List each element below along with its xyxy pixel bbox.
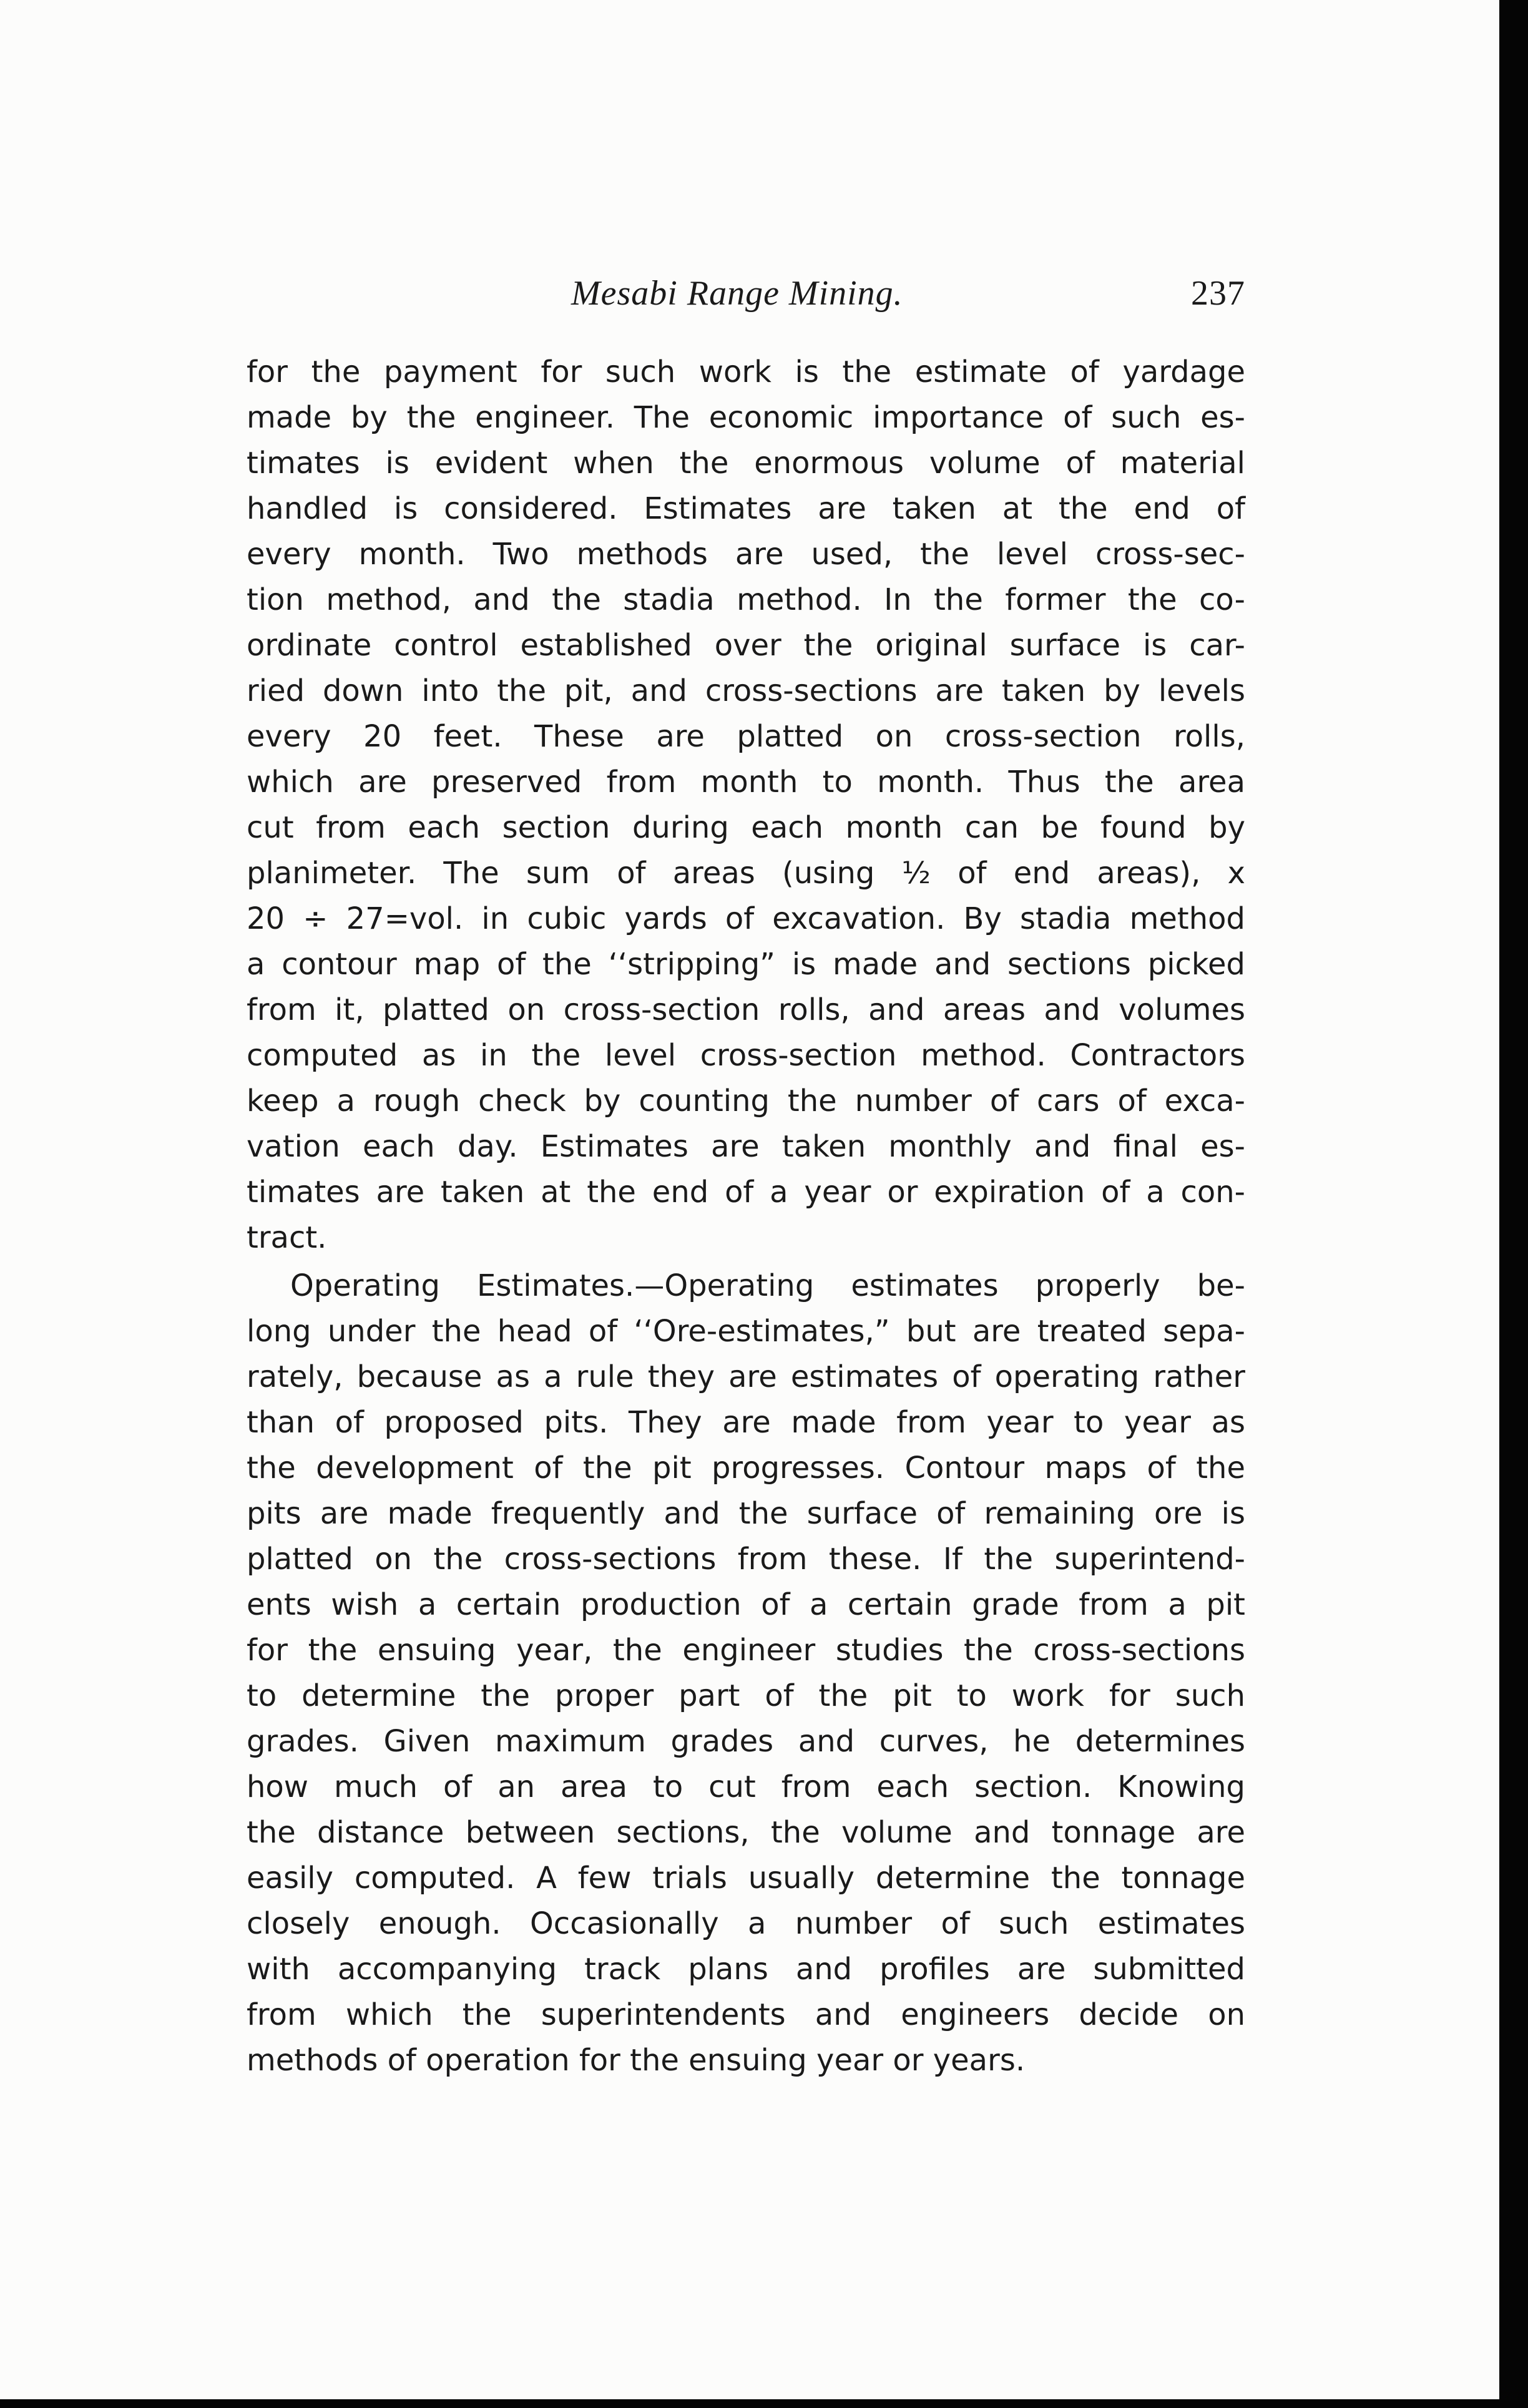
text-line: tion method, and the stadia method. In the former the co-: [247, 582, 1245, 617]
text-line: pits are made frequently and the surface of remaining ore is: [247, 1496, 1245, 1531]
text-line: to determine the proper part of the pit to work for such: [247, 1678, 1245, 1713]
text-line: the development of the pit progresses. Contour maps of the: [247, 1451, 1245, 1485]
text-line: keep a rough check by counting the number of cars of exca-: [247, 1084, 1245, 1118]
text-line: ried down into the pit, and cross-sections are taken by levels: [247, 673, 1245, 708]
text-line: cut from each section during each month can be found by: [247, 810, 1245, 845]
text-line: vation each day. Estimates are taken monthly and final es-: [247, 1129, 1245, 1164]
text-line: for the ensuing year, the engineer studies the cross-sections: [247, 1633, 1245, 1668]
text-line: than of proposed pits. They are made from year to year as: [247, 1405, 1245, 1440]
page-number: 237: [1191, 274, 1245, 313]
text-line: rately, because as a rule they are estimates of operating rather: [247, 1359, 1245, 1394]
text-line: made by the engineer. The economic importance of such es-: [247, 400, 1245, 435]
scan-border-bottom: [0, 2399, 1528, 2408]
text-line: platted on the cross-sections from these. If the superintend-: [247, 1542, 1245, 1577]
text-line: handled is considered. Estimates are taken at the end of: [247, 491, 1245, 526]
scan-border-right: [1499, 0, 1528, 2408]
text-line: from which the superintendents and engineers decide on: [247, 1997, 1245, 2032]
text-line: every 20 feet. These are platted on cross-section rolls,: [247, 719, 1245, 754]
text-line: which are preserved from month to month. Thus the area: [247, 765, 1245, 800]
text-line: computed as in the level cross-section method. Contractors: [247, 1038, 1245, 1073]
text-line: timates is evident when the enormous volume of material: [247, 446, 1245, 481]
paragraph-2: [247, 1263, 1245, 2083]
text-line: with accompanying track plans and profiles are submitted: [247, 1952, 1245, 1987]
text-line: methods of operation for the ensuing year or years.: [247, 2043, 1026, 2078]
running-title: Mesabi Range Mining.: [571, 274, 903, 313]
text-line: long under the head of ‘‘Ore-estimates,” but are treated sepa-: [247, 1314, 1245, 1349]
paragraph-1: [247, 350, 1245, 1261]
text-line: ordinate control established over the original surface is car-: [247, 628, 1245, 663]
text-line: Operating Estimates.—Operating estimates properly be-: [290, 1268, 1245, 1303]
text-line: from it, platted on cross-section rolls, and areas and volumes: [247, 992, 1245, 1027]
text-line: how much of an area to cut from each section. Knowing: [247, 1769, 1245, 1804]
text-line: tract.: [247, 1220, 327, 1255]
text-line: a contour map of the ‘‘stripping” is made and sections picked: [247, 947, 1245, 982]
text-line: closely enough. Occasionally a number of such estimates: [247, 1906, 1245, 1941]
text-line: for the payment for such work is the estimate of yardage: [247, 355, 1245, 389]
text-line: 20 ÷ 27=vol. in cubic yards of excavation. By stadia method: [247, 901, 1245, 936]
body-text: [247, 350, 1245, 2083]
text-line: every month. Two methods are used, the level cross-sec-: [247, 537, 1245, 572]
running-head: [247, 273, 1245, 330]
text-line: grades. Given maximum grades and curves, he determines: [247, 1724, 1245, 1759]
text-line: easily computed. A few trials usually determine the tonnage: [247, 1861, 1245, 1896]
text-line: timates are taken at the end of a year or expiration of a con-: [247, 1175, 1245, 1210]
text-line: ents wish a certain production of a certain grade from a pit: [247, 1587, 1245, 1622]
text-line: planimeter. The sum of areas (using ½ of end areas), x: [247, 856, 1245, 891]
text-line: the distance between sections, the volume and tonnage are: [247, 1815, 1245, 1850]
